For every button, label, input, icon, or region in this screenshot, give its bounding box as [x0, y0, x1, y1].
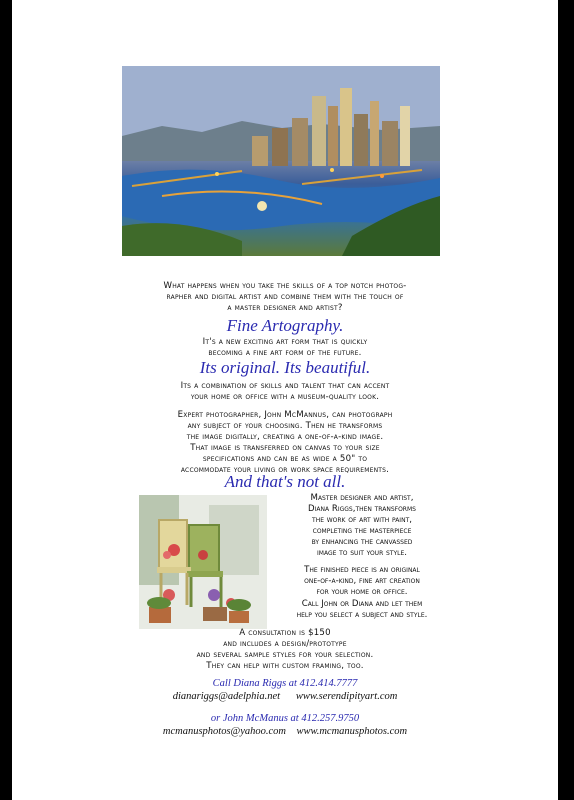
paragraph-line: any subject of your choosing. Then he transforms — [187, 421, 383, 431]
paragraph-line: They can help with custom framing, too. — [206, 661, 364, 671]
contact-diana — [12, 677, 558, 703]
paragraph-line: It's a new exciting art form that is quickly — [202, 337, 368, 347]
intro-line: a master designer and artist? — [227, 303, 343, 313]
flyer-page — [12, 0, 558, 800]
city-skyline-painting — [122, 66, 440, 256]
paragraph-line: accommodate your living or work space requirements. — [180, 465, 390, 475]
paragraph-line: for your home or office. — [316, 587, 408, 597]
paragraph-line: specifications and can be as wide a 50" to — [202, 454, 368, 464]
email-link-john[interactable]: mcmanusphotos@yahoo.com — [162, 726, 286, 737]
paragraph-line: image to suit your style. — [317, 548, 407, 558]
contact-john — [12, 712, 558, 738]
paragraph-line: by enhancing the canvassed — [311, 537, 413, 547]
intro-line: rapher and digital artist and combine them with the touch of — [166, 292, 404, 302]
paragraph-line: A consultation is $150 — [239, 628, 331, 638]
heading-not-all: And that's not all. — [224, 472, 346, 491]
paragraph-line: and includes a design/prototype — [223, 639, 347, 649]
paragraph-line: That image is transferred on canvas to your size — [190, 443, 380, 453]
paragraph-line: the work of art with paint, — [312, 515, 412, 525]
paragraph-new-art-form — [12, 337, 558, 359]
paragraph-line: Its a combination of skills and talent that can accent — [180, 381, 390, 391]
paragraph-line: Master designer and artist, — [310, 493, 414, 503]
paragraph-line: Diana Riggs,then transforms — [308, 504, 416, 514]
paragraph-line: your home or office with a museum-quality look. — [190, 392, 380, 402]
contact-phone-john: or John McManus at 412.257.9750 — [210, 713, 360, 724]
paragraph-line: becoming a fine art form of the future. — [208, 348, 362, 358]
paragraph-line: Expert photographer, John McMannus, can photograph — [177, 410, 393, 420]
paragraph-designer — [262, 493, 462, 559]
paragraph-line: The finished piece is an original — [304, 565, 420, 575]
paragraph-line: and several sample styles for your selection. — [196, 650, 374, 660]
chairs-flowers-illustration — [139, 495, 267, 629]
paragraph-line: completing the masterpiece — [312, 526, 412, 536]
email-link-diana[interactable]: dianariggs@adelphia.net — [172, 691, 281, 702]
web-link-john[interactable]: www.mcmanusphotos.com — [296, 726, 408, 737]
web-link-diana[interactable]: www.serendipityart.com — [295, 691, 398, 702]
paragraph-line: the image digitally, creating a one-of-a-kind image. — [186, 432, 384, 442]
skyline-illustration — [122, 66, 440, 256]
intro-line: What happens when you take the skills of a top notch photog- — [163, 281, 407, 291]
chairs-flowers-photo — [139, 495, 267, 629]
paragraph-photographer — [12, 410, 558, 476]
heading-fine-artography: Fine Artography. — [226, 316, 344, 335]
paragraph-consultation — [12, 628, 558, 672]
paragraph-combination — [12, 381, 558, 403]
paragraph-call — [262, 599, 462, 621]
paragraph-finished-piece — [262, 565, 462, 598]
heading-original-beautiful: Its original. Its beautiful. — [199, 358, 371, 377]
paragraph-line: one-of-a-kind, fine art creation — [304, 576, 420, 586]
contact-phone-diana: Call Diana Riggs at 412.414.7777 — [212, 678, 358, 689]
paragraph-line: help you select a subject and style. — [296, 610, 428, 620]
paragraph-line: Call John or Diana and let them — [301, 599, 423, 609]
intro-paragraph — [12, 281, 558, 314]
